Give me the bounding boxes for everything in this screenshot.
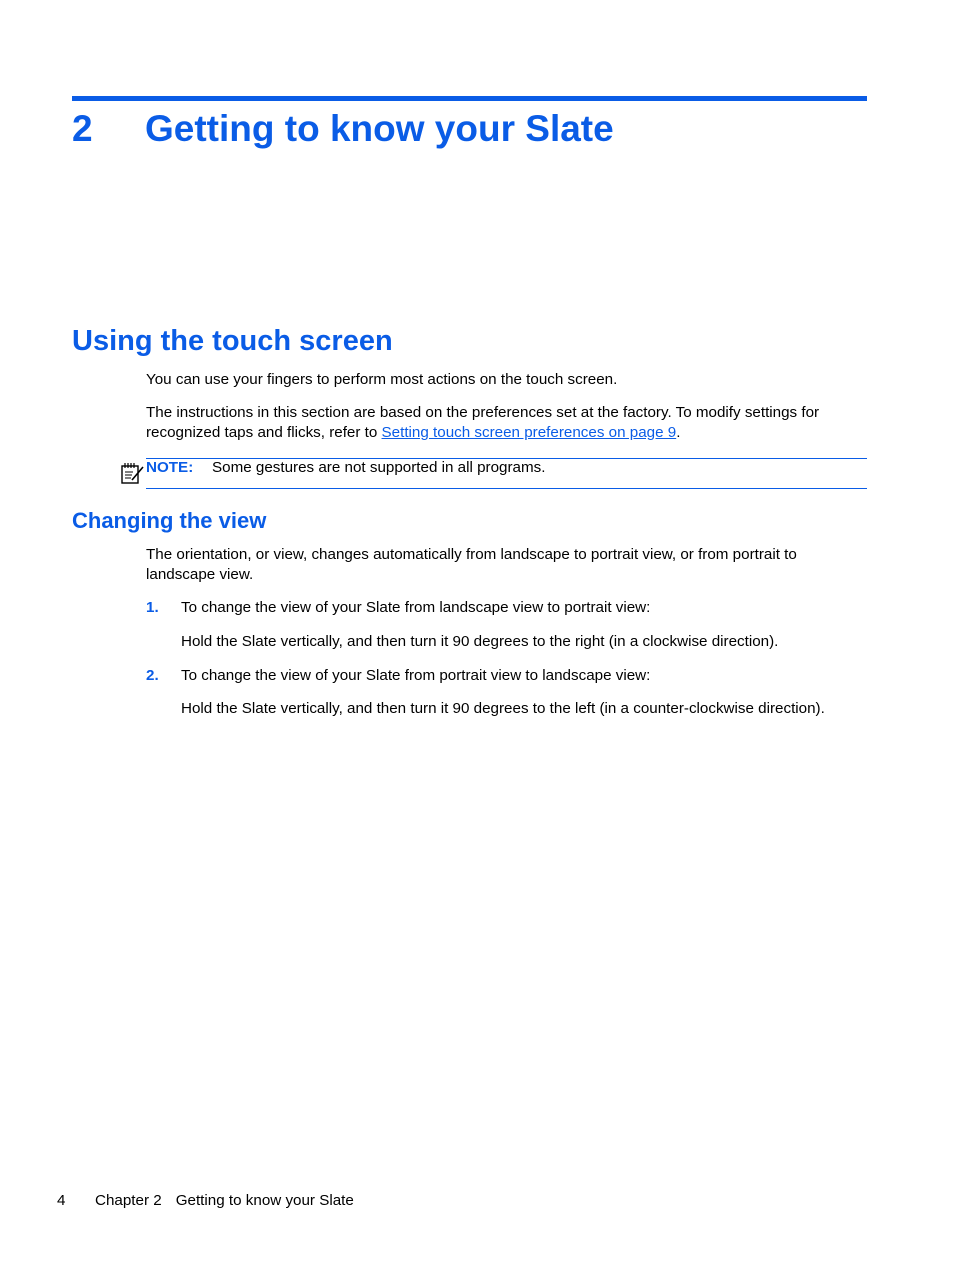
chapter-heading bbox=[72, 106, 614, 152]
step-1-detail: Hold the Slate vertically, and then turn it 90 degrees to the right (in a clockwise direction). bbox=[181, 633, 779, 650]
chapter-rule bbox=[72, 96, 867, 101]
chapter-number: 2 bbox=[72, 108, 93, 149]
section-paragraph-line-1: The instructions in this section are based on the preferences set at the factory. To modify settings for bbox=[146, 404, 820, 421]
page-number: 4 bbox=[57, 1192, 66, 1209]
section-title: Using the touch screen bbox=[72, 325, 393, 357]
footer-chapter-title: Getting to know your Slate bbox=[175, 1192, 354, 1209]
paragraph-period: . bbox=[676, 424, 681, 441]
step-1-text: To change the view of your Slate from landscape view to portrait view: bbox=[181, 599, 651, 616]
note-label: NOTE: bbox=[146, 459, 194, 476]
section-intro: You can use your fingers to perform most actions on the touch screen. bbox=[146, 371, 618, 388]
touch-preferences-link[interactable]: Setting touch screen preferences on page 9 bbox=[381, 424, 677, 441]
subsection-intro-line-1: The orientation, or view, changes automatically from landscape to portrait view, or from portrait to bbox=[146, 546, 797, 563]
section-paragraph-line-2 bbox=[146, 423, 680, 443]
step-2-text: To change the view of your Slate from portrait view to landscape view: bbox=[181, 667, 651, 684]
footer-chapter-label: Chapter 2 bbox=[95, 1192, 162, 1209]
chapter-title: Getting to know your Slate bbox=[145, 108, 614, 149]
note bbox=[146, 458, 545, 478]
page-footer bbox=[57, 1191, 354, 1211]
subsection-title: Changing the view bbox=[72, 508, 267, 533]
note-pad-icon bbox=[119, 460, 145, 486]
note-bottom-rule bbox=[146, 488, 867, 489]
note-text: Some gestures are not supported in all programs. bbox=[212, 459, 546, 476]
step-2-detail: Hold the Slate vertically, and then turn it 90 degrees to the left (in a counter-clockwise direction). bbox=[181, 700, 825, 717]
subsection-intro-line-2: landscape view. bbox=[146, 566, 254, 583]
step-2-number: 2. bbox=[146, 667, 159, 684]
step-1-number: 1. bbox=[146, 599, 159, 616]
paragraph-text: recognized taps and flicks, refer to bbox=[146, 424, 382, 441]
